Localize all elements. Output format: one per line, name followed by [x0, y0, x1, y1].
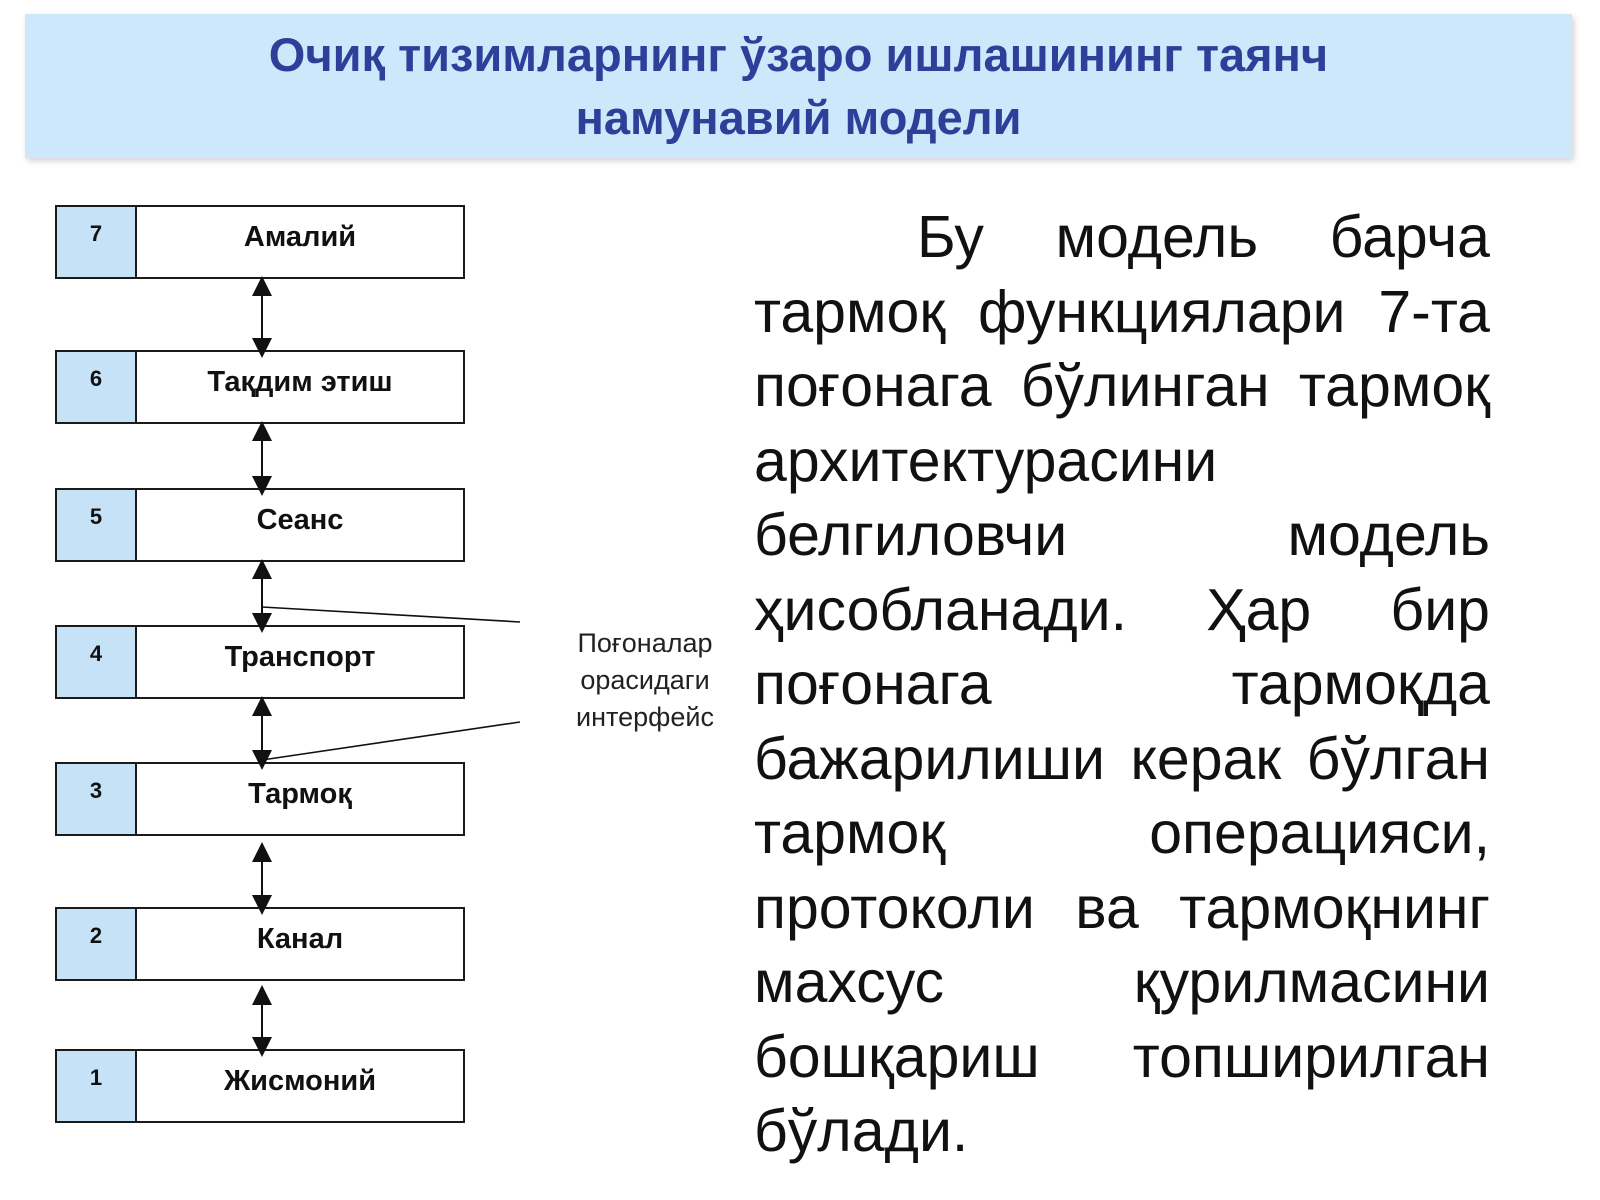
description-text: Бу модель барча тармоқ функциялари 7-та поғонага бўлинган тармоқ архитектурасини белгиловчи модель ҳисобланади. Ҳар бир поғонага тармоқда бажарилиши керак бўлган тармоқ операцияси, протоколи ва тармоқнинг махсус қурилмасини бошқариш топширилган бўлади. — [754, 204, 1490, 1164]
page-title-line-2: намунавий модели — [575, 91, 1022, 144]
layer-5-name: Сеанс — [256, 504, 344, 536]
layer-6-name: Тақдим этиш — [207, 366, 393, 398]
interface-callout-line-lower — [262, 722, 520, 760]
interface-callout-line-upper — [262, 607, 520, 622]
interface-label-line-1: Поғоналар — [577, 628, 713, 658]
layer-3-number: 3 — [57, 764, 137, 834]
layer-5-number: 5 — [57, 490, 137, 560]
layer-7-number: 7 — [57, 207, 137, 277]
layer-3-name: Тармоқ — [248, 778, 352, 810]
layer-2-name: Канал — [256, 923, 344, 955]
layer-4-number: 4 — [57, 627, 137, 697]
page-title-line-1: Очиқ тизимларнинг ўзаро ишлашининг таянч — [268, 28, 1329, 81]
layer-7-name: Амалий — [243, 221, 357, 253]
layer-4-name: Транспорт — [224, 641, 376, 673]
interface-label — [545, 625, 745, 736]
layer-2-number: 2 — [57, 909, 137, 979]
layer-1-name: Жисмоний — [223, 1065, 377, 1097]
layer-6-number: 6 — [57, 352, 137, 422]
interface-label-line-3: интерфейс — [576, 702, 714, 732]
interface-label-line-2: орасидаги — [580, 665, 710, 695]
layer-1-number: 1 — [57, 1051, 137, 1121]
